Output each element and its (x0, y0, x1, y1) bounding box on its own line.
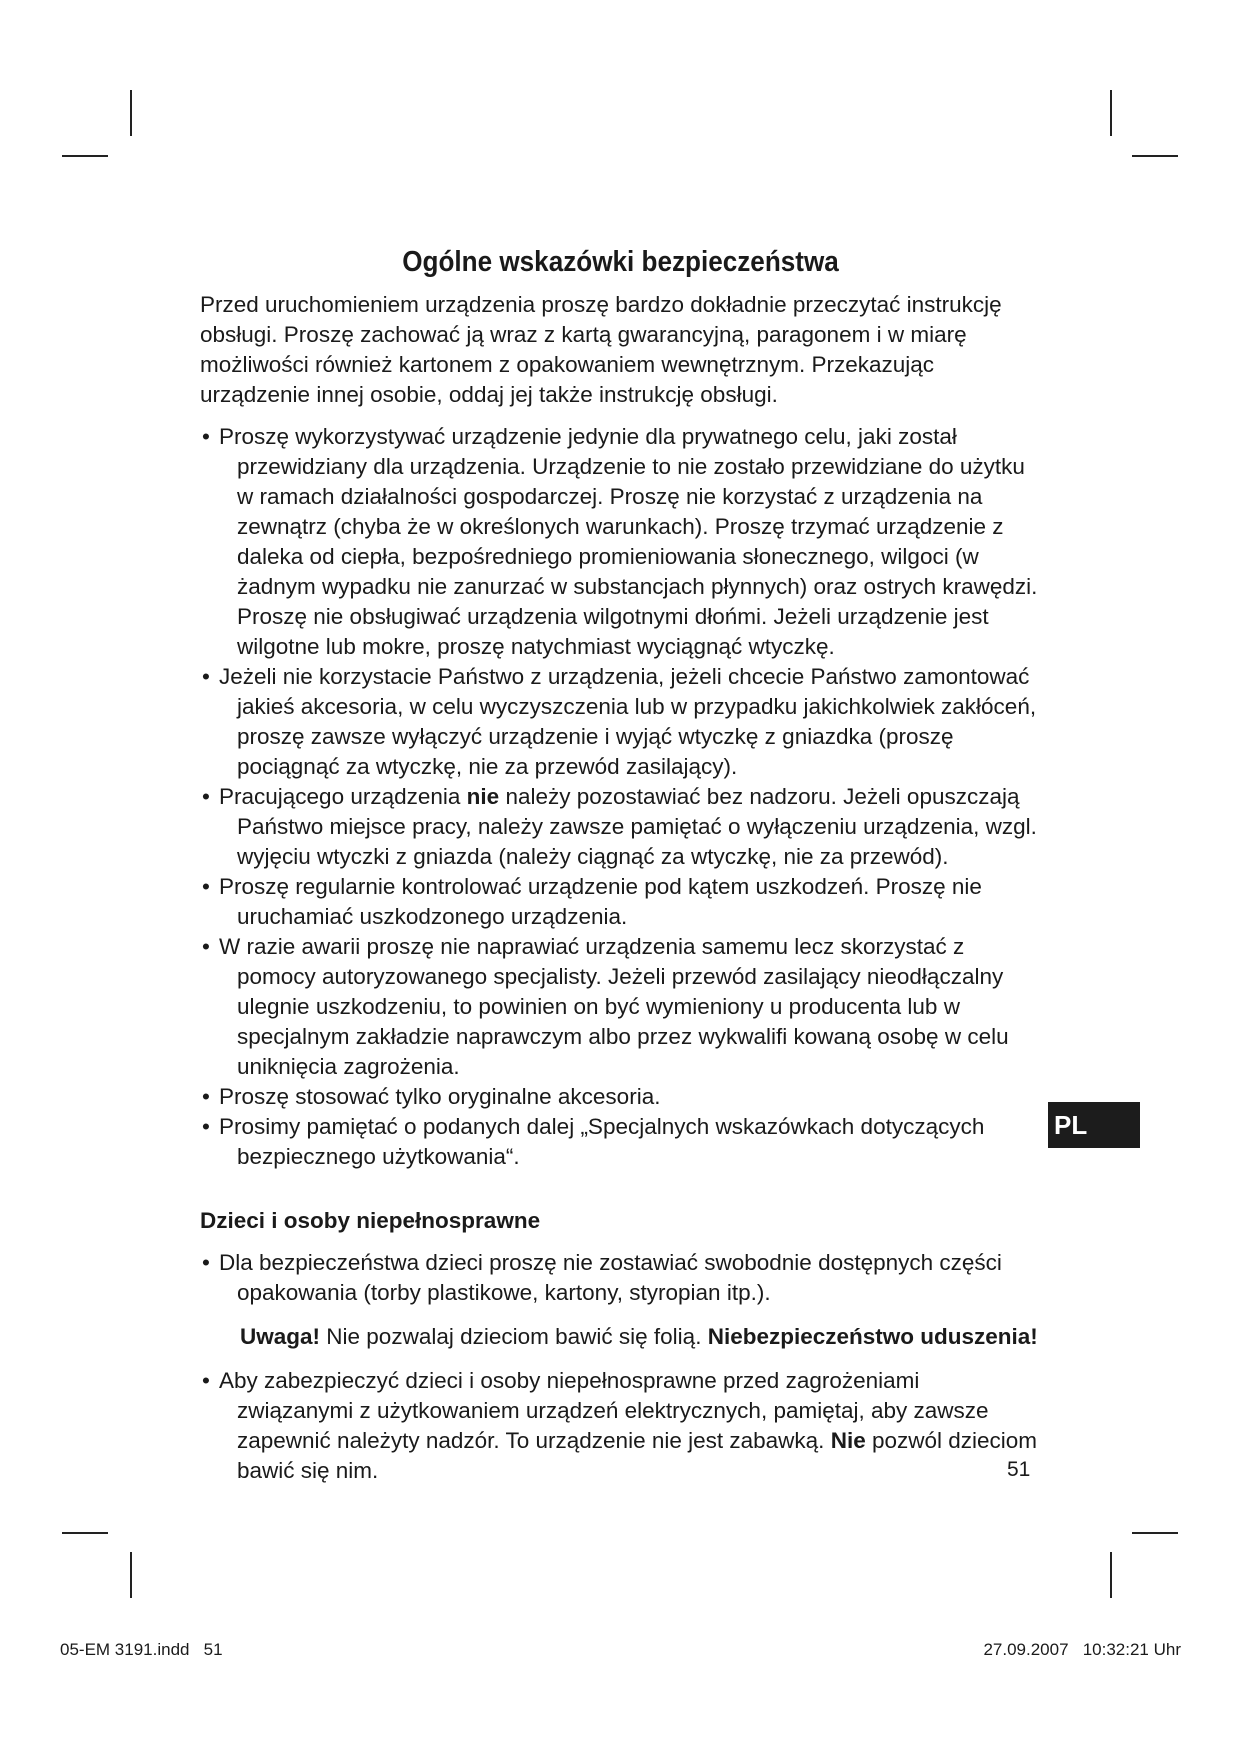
emphasis-text: Nie (830, 1428, 866, 1453)
warning-text: Nie pozwalaj dzieciom bawić się folią. (326, 1324, 702, 1349)
footer-file-info: 05-EM 3191.indd 51 (60, 1640, 223, 1659)
crop-mark-bottom-left-horizontal (62, 1532, 108, 1534)
warning-danger: Niebezpieczeństwo uduszenia! (707, 1324, 1038, 1349)
list-item-text: Jeżeli nie korzystacie Państwo z urządzenia, jeżeli chcecie Państwo zamontować jakieś akcesoria, w celu wyczyszczenia lub w przypadku jakichkolwiek zakłóceń, proszę zawsze wyłączyć urządzenie i wyjąć wtyczkę z gniazdka (proszę pociągnąć za wtyczkę, nie za przewód zasilający). (219, 664, 1037, 779)
list-item (200, 422, 1040, 662)
list-item-text: Aby zabezpieczyć dzieci i osoby niepełnosprawne przed zagrożeniami związanymi z użytkowaniem urządzeń elektrycznych, pamiętaj, aby zawsze zapewnić należyty nadzór. To urządzenie nie jest zabawką. (219, 1368, 989, 1453)
list-item (200, 782, 1040, 872)
emphasis-text: nie (466, 784, 500, 809)
warning-label: Uwaga! (240, 1324, 321, 1349)
crop-mark-bottom-left-vertical (130, 1552, 132, 1598)
children-list-2 (200, 1366, 1040, 1486)
list-item-text: Prosimy pamiętać o podanych dalej „Specjalnych wskazówkach dotyczących bezpiecznego użytkowania“. (219, 1114, 985, 1169)
page-number: 51 (1007, 1458, 1031, 1481)
list-item (200, 1366, 1040, 1486)
section-heading-children: Dzieci i osoby niepełnosprawne (200, 1208, 541, 1233)
list-item (200, 1248, 1040, 1308)
crop-mark-top-right-horizontal (1132, 155, 1178, 157)
footer-timestamp: 27.09.2007 10:32:21 Uhr (983, 1640, 1181, 1659)
list-item (200, 1112, 1040, 1172)
list-item (200, 932, 1040, 1082)
page-title: Ogólne wskazówki bezpieczeństwa (402, 246, 839, 278)
children-list (200, 1248, 1040, 1308)
crop-mark-bottom-right-vertical (1110, 1552, 1112, 1598)
list-item (200, 872, 1040, 932)
crop-mark-bottom-right-horizontal (1132, 1532, 1178, 1534)
list-item (200, 662, 1040, 782)
list-item (200, 1082, 1040, 1112)
list-item-text: Proszę wykorzystywać urządzenie jedynie dla prywatnego celu, jaki został przewidziany dla urządzenia. Urządzenie to nie zostało przewidziane do użytku w ramach działalności gospodarczej. Proszę nie korzystać z urządzenia na zewnątrz (chyba że w określonych warunkach). Proszę trzymać urządzenie z daleka od ciepła, bezpośredniego promieniowania słonecznego, wilgoci (w żadnym wypadku nie zanurzać w substancjach płynnych) oraz ostrych krawędzi. Proszę nie obsługiwać urządzenia wilgotnymi dłońmi. Jeżeli urządzenie jest wilgotne lub mokre, proszę natychmiast wyciągnąć wtyczkę. (219, 424, 1038, 659)
list-item-text: pozwól dzieciom bawić się nim. (237, 1428, 1038, 1483)
list-item-text: W razie awarii proszę nie naprawiać urządzenia samemu lecz skorzystać z pomocy autoryzowanego specjalisty. Jeżeli przewód zasilający nieodłączalny ulegnie uszkodzeniu, to powinien on być wymieniony u producenta lub w specjalnym zakładzie naprawczym albo przez wykwalifi kowaną osobę w celu uniknięcia zagrożenia. (219, 934, 1009, 1079)
language-tab: PL (1048, 1102, 1140, 1148)
list-item-text: należy pozostawiać bez nadzoru. Jeżeli opuszczają Państwo miejsce pracy, należy zawsze pamiętać o wyłączeniu urządzenia, wzgl. wyjęciu wtyczki z gniazda (należy ciągnąć za wtyczkę, nie za przewód). (237, 784, 1037, 869)
crop-mark-top-left-horizontal (62, 155, 108, 157)
list-item-text: Proszę stosować tylko oryginalne akcesoria. (219, 1084, 661, 1109)
list-item-text: Pracującego urządzenia (219, 784, 461, 809)
list-item-text: Dla bezpieczeństwa dzieci proszę nie zostawiać swobodnie dostępnych części opakowania (torby plastikowe, kartony, styropian itp.). (219, 1250, 1002, 1305)
crop-mark-top-left-vertical (130, 90, 132, 136)
warning-note (200, 1322, 1040, 1352)
intro-paragraph: Przed uruchomieniem urządzenia proszę bardzo dokładnie przeczytać instrukcję obsługi. Proszę zachować ją wraz z kartą gwarancyjną, paragonem i w miarę możliwości również kartonem z opakowaniem wewnętrznym. Przekazując urządzenie innej osobie, oddaj jej także instrukcję obsługi. (200, 292, 1002, 407)
main-content (200, 290, 1040, 1486)
list-item-text: Proszę regularnie kontrolować urządzenie pod kątem uszkodzeń. Proszę nie uruchamiać uszkodzonego urządzenia. (219, 874, 982, 929)
safety-list (200, 422, 1040, 1172)
crop-mark-top-right-vertical (1110, 90, 1112, 136)
